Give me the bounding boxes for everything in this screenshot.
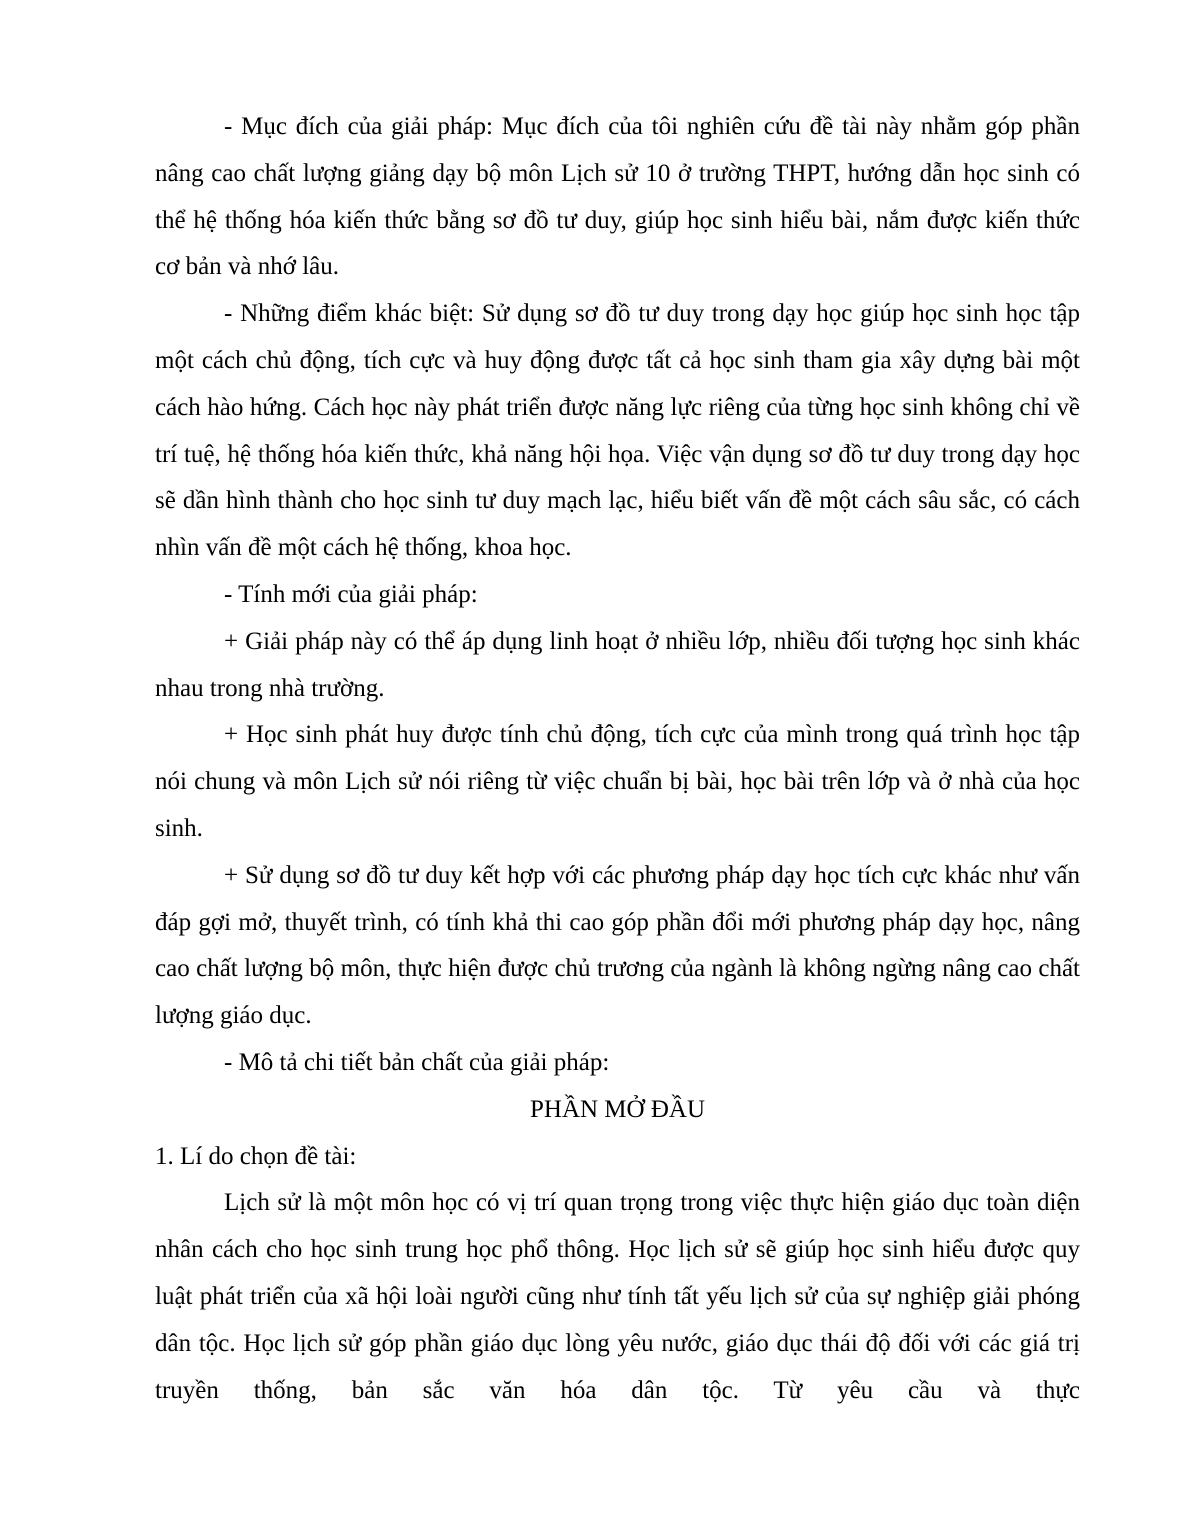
paragraph-novelty-heading: - Tính mới của giải pháp: <box>224 580 478 608</box>
paragraph-differences: - Những điểm khác biệt: Sử dụng sơ đồ tư duy trong dạy học giúp học sinh học tập một cách chủ động, tích cực và huy động được tất cả học sinh tham gia xây dựng bài một cách hào hứng. Cách học này phát triển được năng lực riêng của từng học sinh không chỉ về trí tuệ, hệ thống hóa kiến thức, khả năng hội họa. Việc vận dụng sơ đồ tư duy trong dạy học sẽ dần hình thành cho học sinh tư duy mạch lạc, hiểu biết vấn đề một cách sâu sắc, có cách nhìn vấn đề một cách hệ thống, khoa học. <box>155 300 1080 562</box>
paragraph-reason: Lịch sử là một môn học có vị trí quan trọng trong việc thực hiện giáo dục toàn diện nhân cách cho học sinh trung học phổ thông. Học lịch sử sẽ giúp học sinh hiểu được quy luật phát triển của xã hội loài người cũng như tính tất yếu lịch sử của sự nghiệp giải phóng dân tộc. Học lịch sử góp phần giáo dục lòng yêu nước, giáo dục thái độ đối với các giá trị truyền thống, bản sắc văn hóa dân tộc. Từ yêu cầu và thực <box>155 1189 1080 1404</box>
section-heading: PHẦN MỞ ĐẦU <box>529 1095 705 1123</box>
document-page <box>155 104 1080 1414</box>
paragraph-novelty-1: + Giải pháp này có thể áp dụng linh hoạt ở nhiều lớp, nhiều đối tượng học sinh khác nhau trong nhà trường. <box>155 627 1080 702</box>
subsection-title: 1. Lí do chọn đề tài: <box>155 1142 357 1170</box>
paragraph-purpose: - Mục đích của giải pháp: Mục đích của tôi nghiên cứu đề tài này nhằm góp phần nâng cao chất lượng giảng dạy bộ môn Lịch sử 10 ở trường THPT, hướng dẫn học sinh có thể hệ thống hóa kiến thức bằng sơ đồ tư duy, giúp học sinh hiểu bài, nắm được kiến thức cơ bản và nhớ lâu. <box>155 113 1080 281</box>
paragraph-novelty-3: + Sử dụng sơ đồ tư duy kết hợp với các phương pháp dạy học tích cực khác như vấn đáp gợi mở, thuyết trình, có tính khả thi cao góp phần đổi mới phương pháp dạy học, nâng cao chất lượng bộ môn, thực hiện được chủ trương của ngành là không ngừng nâng cao chất lượng giáo dục. <box>155 861 1080 1030</box>
paragraph-description-heading: - Mô tả chi tiết bản chất của giải pháp: <box>224 1048 610 1076</box>
paragraph-novelty-2: + Học sinh phát huy được tính chủ động, tích cực của mình trong quá trình học tập nói chung và môn Lịch sử nói riêng từ việc chuẩn bị bài, học bài trên lớp và ở nhà của học sinh. <box>155 721 1080 842</box>
